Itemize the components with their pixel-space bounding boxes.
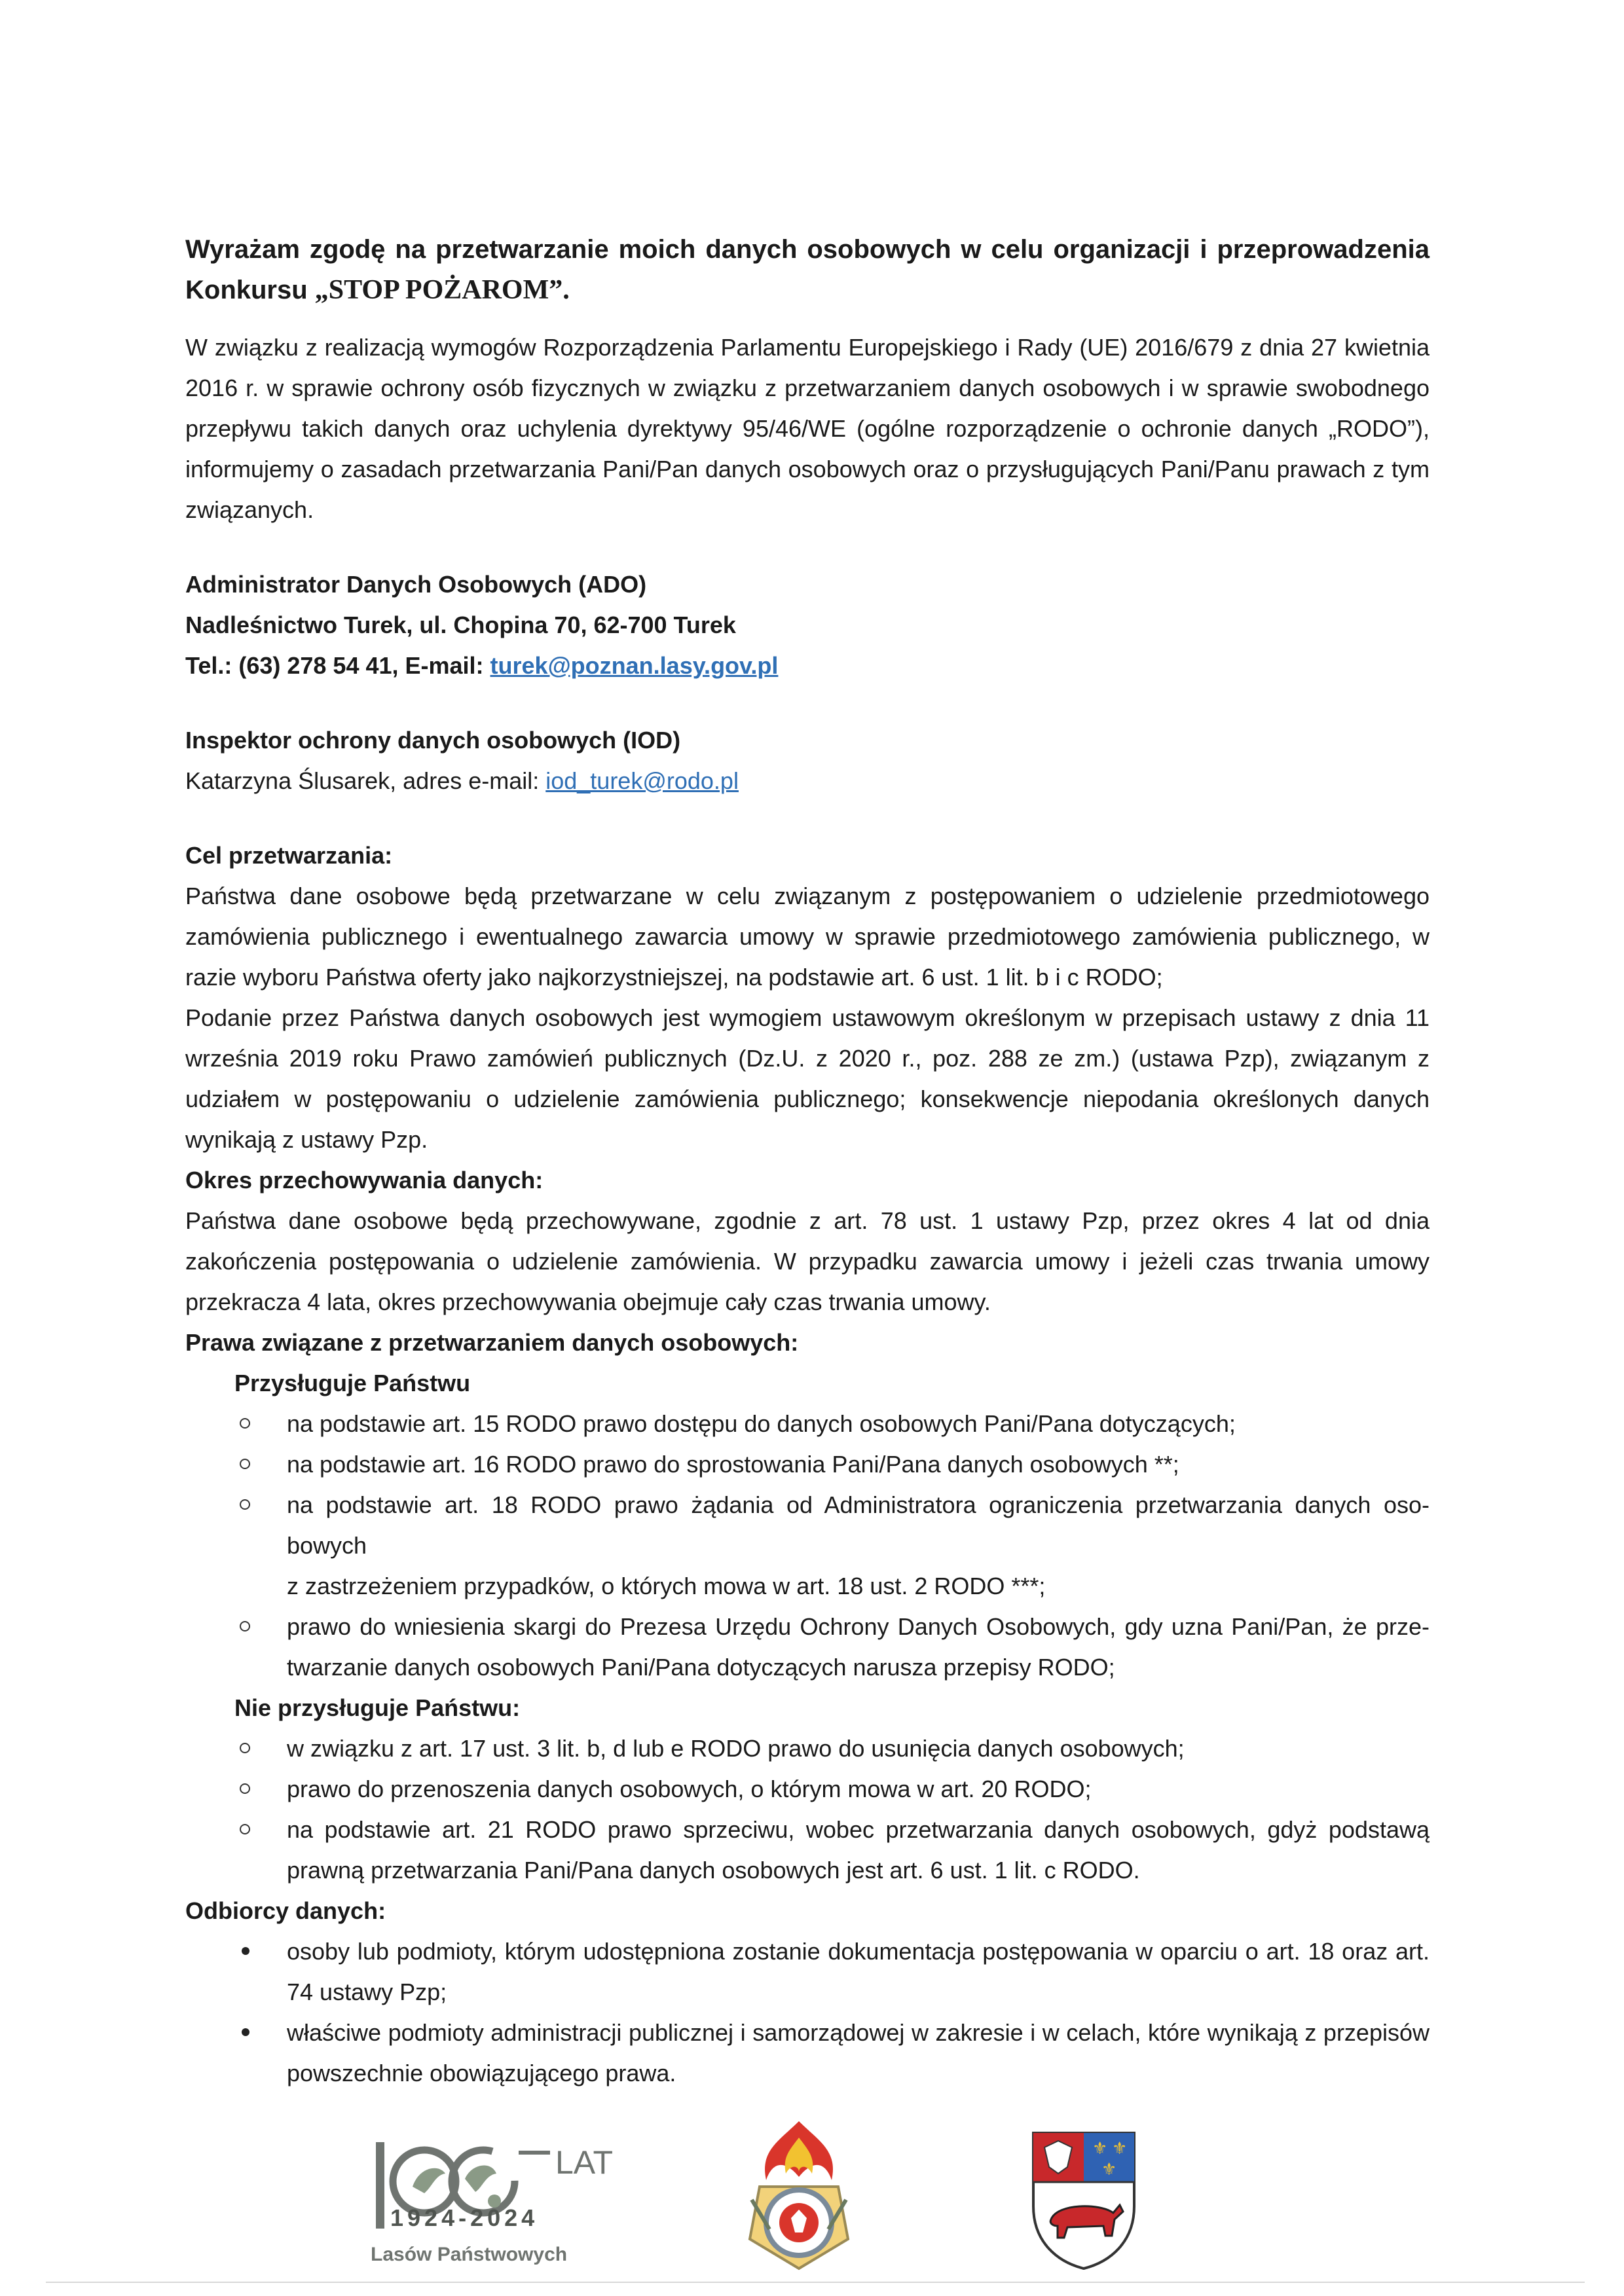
retention-paragraph: Państwa dane osobowe będą przechowywane, zgodnie z art. 78 ust. 1 ustawy Pzp, przez okres 4 lat od dnia zakończenia postępowania o udzielenie zamówienia. W przypadku zawarcia umowy i jeżeli czas trwania umowy przekracza 4 lata, okres przechowywania obejmuje cały czas trwania umowy. <box>185 1207 1430 1315</box>
list-item-text: osoby lub podmioty, którym udostępniona zostanie dokumentacja postępowania w oparciu o art. 18 oraz art. 74 ustawy Pzp; <box>287 1938 1430 2005</box>
consent-heading-line1: Wyrażam zgodę na przetwarzanie moich danych osobowych w celu organizacji i przeprowadzenia <box>185 235 1430 264</box>
not-entitled-list <box>185 1728 1430 1891</box>
entitled-title: Przysługuje Państwu <box>234 1370 471 1396</box>
lasy-panstwowe-100-logo <box>367 2128 616 2272</box>
list-item <box>185 1810 1430 1891</box>
iod-contact <box>185 761 1430 801</box>
circle-bullet-icon <box>240 1824 250 1834</box>
list-item <box>185 1404 1430 1444</box>
list-item-text: prawo do wniesienia skargi do Prezesa Urzędu Ochrony Danych Osobowych, gdy uzna Pani/Pan, że prze-twarzanie danych osobowych Pani/Pana dotyczących narusza przepisy RODO; <box>287 1613 1430 1681</box>
circle-bullet-icon <box>240 1743 250 1753</box>
recipients-list <box>185 1931 1430 2094</box>
dot-bullet-icon <box>242 2028 249 2036</box>
rights-section <box>185 1322 1430 1891</box>
purpose-section <box>185 835 1430 1160</box>
page-bottom-divider <box>46 2282 1585 2283</box>
list-item <box>185 1769 1430 1810</box>
svg-text:⚜: ⚜ <box>1112 2139 1128 2159</box>
retention-section <box>185 1160 1430 1322</box>
contest-name: „STOP POŻAROM”. <box>314 275 570 305</box>
rights-title: Prawa związane z przetwarzaniem danych osobowych: <box>185 1329 799 1356</box>
consent-heading-prefix: Konkursu <box>185 276 315 304</box>
ado-contact-prefix: Tel.: (63) 278 54 41, E-mail: <box>185 652 490 679</box>
list-item <box>185 1728 1430 1769</box>
purpose-paragraph-2: Podanie przez Państwa danych osobowych jest wymogiem ustawowym określonym w przepisach ustawy z dnia 11 września 2019 roku Prawo zamówień publicznych (Dz.U. z 2020 r., poz. 288 ze zm.) (ustawa Pzp), związanym z udziałem w postępowaniu o udzielenie zamówienia publicznego; konsekwencje niepodania określonych danych wynikają z ustawy Pzp. <box>185 1004 1430 1153</box>
svg-text:⚜: ⚜ <box>1092 2139 1108 2159</box>
recipients-title: Odbiorcy danych: <box>185 1897 386 1924</box>
ado-address: Nadleśnictwo Turek, ul. Chopina 70, 62-700 Turek <box>185 611 736 638</box>
iod-contact-prefix: Katarzyna Ślusarek, adres e-mail: <box>185 767 546 794</box>
list-item-text: prawo do przenoszenia danych osobowych, o którym mowa w art. 20 RODO; <box>287 1776 1092 1802</box>
footer-logos <box>0 2121 1624 2278</box>
list-item-text: na podstawie art. 21 RODO prawo sprzeciwu, wobec przetwarzania danych osobowych, gdyż podstawą prawną przetwarzania Pani/Pana danych osobowych jest art. 6 ust. 1 lit. c RODO. <box>287 1816 1430 1884</box>
list-item <box>185 1485 1430 1607</box>
consent-heading <box>185 229 1430 310</box>
logo-years-text: 1924-2024 <box>390 2204 539 2231</box>
ado-contact <box>185 646 1430 686</box>
retention-title: Okres przechowywania danych: <box>185 1167 544 1194</box>
list-item-text: na podstawie art. 16 RODO prawo do sprostowania Pani/Pana danych osobowych **; <box>287 1451 1179 1478</box>
fire-service-emblem <box>733 2115 864 2278</box>
list-item <box>185 1931 1430 2013</box>
list-item <box>185 1444 1430 1485</box>
coat-of-arms-emblem <box>1028 2128 1139 2272</box>
list-item-text: w związku z art. 17 ust. 3 lit. b, d lub e RODO prawo do usunięcia danych osobowych; <box>287 1735 1185 1762</box>
ado-email-link[interactable]: turek@poznan.lasy.gov.pl <box>490 652 779 679</box>
entitled-list <box>185 1404 1430 1688</box>
list-item-continuation: z zastrzeżeniem przypadków, o których mowa w art. 18 ust. 2 RODO ***; <box>287 1573 1046 1599</box>
dot-bullet-icon <box>242 1947 249 1955</box>
ado-title: Administrator Danych Osobowych (ADO) <box>185 571 647 598</box>
logo-name-text: Lasów Państwowych <box>371 2244 568 2265</box>
list-item-text: właściwe podmioty administracji publicznej i samorządowej w zakresie i w celach, które wynikają z przepisów powszechnie obowiązującego prawa. <box>287 2019 1430 2086</box>
iod-section <box>185 720 1430 801</box>
circle-bullet-icon <box>240 1783 250 1794</box>
list-item-text: na podstawie art. 18 RODO prawo żądania od Administratora ograniczenia przetwarzania danych oso-bowych <box>287 1491 1430 1559</box>
intro-paragraph: W związku z realizacją wymogów Rozporządzenia Parlamentu Europejskiego i Rady (UE) 2016/679 z dnia 27 kwietnia 2016 r. w sprawie ochrony osób fizycznych w związku z przetwarzaniem danych osobowych i w sprawie swobodnego przepływu takich danych oraz uchylenia dyrektywy 95/46/WE (ogólne rozporządzenie o ochronie danych „RODO”), informujemy o zasadach przetwarzania Pani/Pan danych osobowych oraz o przysługujących Pani/Panu prawach z tym związanych. <box>185 334 1430 523</box>
logo-lat-text: LAT <box>555 2144 613 2181</box>
circle-bullet-icon <box>240 1418 250 1429</box>
list-item <box>185 1607 1430 1688</box>
not-entitled-title: Nie przysługuje Państwu: <box>234 1694 521 1721</box>
list-item <box>185 2013 1430 2094</box>
svg-text:⚜: ⚜ <box>1101 2160 1117 2179</box>
circle-bullet-icon <box>240 1621 250 1631</box>
document-body <box>185 229 1430 2094</box>
purpose-title: Cel przetwarzania: <box>185 842 393 869</box>
circle-bullet-icon <box>240 1459 250 1469</box>
ado-section <box>185 564 1430 686</box>
iod-title: Inspektor ochrony danych osobowych (IOD) <box>185 727 681 754</box>
purpose-paragraph-1: Państwa dane osobowe będą przetwarzane w celu związanym z postępowaniem o udzielenie przedmiotowego zamówienia publicznego i ewentualnego zawarcia umowy w sprawie przedmiotowego zamówienia publicznego, w razie wyboru Państwa oferty jako najkorzystniejszej, na podstawie art. 6 ust. 1 lit. b i c RODO; <box>185 883 1430 991</box>
iod-email-link[interactable]: iod_turek@rodo.pl <box>545 767 739 794</box>
list-item-text: na podstawie art. 15 RODO prawo dostępu do danych osobowych Pani/Pana dotyczących; <box>287 1410 1236 1437</box>
consent-heading-line2 <box>185 270 1430 310</box>
recipients-section <box>185 1891 1430 2094</box>
circle-bullet-icon <box>240 1499 250 1510</box>
